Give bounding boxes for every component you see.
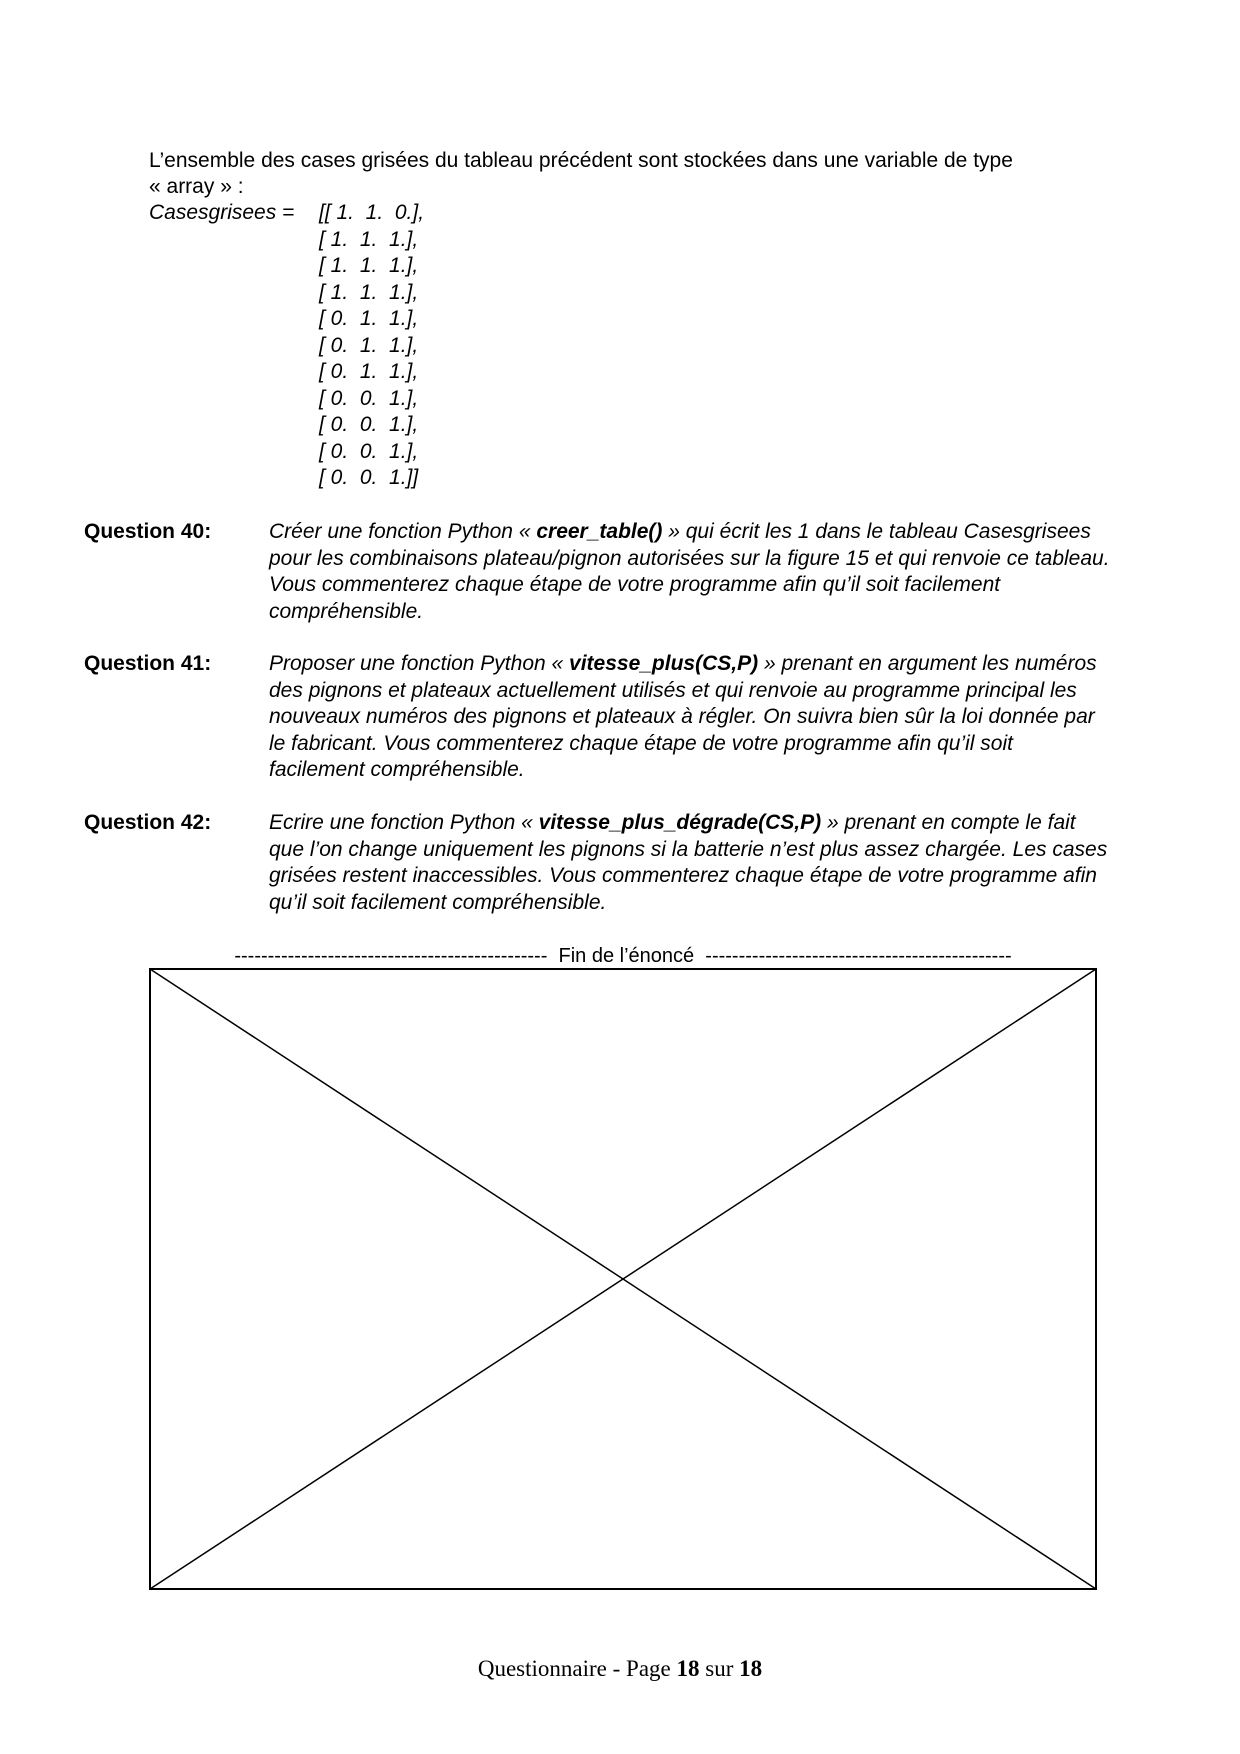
array-row: [ 0. 0. 1.], — [319, 386, 419, 410]
function-name: vitesse_plus(CS,P) — [569, 652, 759, 675]
question-40 — [84, 519, 1114, 625]
question-text: Créer une fonction Python « creer_table() » qui écrit les 1 dans le tableau Casesgrisees pour les combinaisons plateau/pignon autorisées sur la figure 15 et qui renvoie ce tableau. Vous commenterez chaque étape de votre programme afin qu’il soit facilement compréhensible. — [269, 520, 1110, 623]
array-row: [ 0. 0. 1.], — [319, 439, 419, 463]
array-variable-name: Casesgrisees = — [149, 201, 301, 224]
array-row: [ 0. 1. 1.], — [319, 307, 419, 330]
intro-line-1: L’ensemble des cases grisées du tableau précédent sont stockées dans une variable de type — [149, 149, 1013, 172]
question-41 — [84, 651, 1114, 784]
page-footer: Questionnaire - Page 18 sur 18 — [477, 1656, 763, 1681]
array-row: [ 0. 1. 1.], — [319, 333, 419, 357]
end-of-statement-label: Fin de l’énoncé — [558, 945, 695, 967]
function-name: vitesse_plus_dégrade(CS,P) — [538, 811, 822, 834]
crossed-out-blank-area — [149, 968, 1097, 1590]
intro-paragraph — [149, 148, 1109, 200]
function-name: creer_table() — [536, 520, 663, 543]
page-number: 18 — [676, 1656, 700, 1681]
intro-line-2: « array » : — [149, 175, 244, 198]
array-row: [ 0. 0. 1.], — [319, 413, 419, 436]
question-text: Proposer une fonction Python « vitesse_plus(CS,P) » prenant en argument les numéros des pignons et plateaux actuellement utilisés et qui renvoie au programme principal les nouveaux numéros des pignons et plateaux à régler. On suivra bien sûr la loi donnée par le fabricant. Vous commenterez chaque étape de votre programme afin qu’il soit facilement compréhensible. — [269, 652, 1097, 781]
end-of-statement-divider: ----------------------------------------------- Fin de l’énoncé ---------------------------------------------- — [234, 945, 1012, 967]
casesgrisees-array — [149, 200, 424, 492]
question-42 — [84, 810, 1114, 916]
array-row: Casesgrisees = [[ 1. 1. 0.], — [149, 200, 424, 227]
array-row: [ 1. 1. 1.], — [319, 227, 419, 251]
array-row: [ 0. 0. 1.]] — [319, 466, 419, 489]
array-row: [ 1. 1. 1.], — [319, 254, 419, 277]
question-label: Question 41: — [84, 652, 212, 675]
array-row: [ 0. 1. 1.], — [319, 360, 419, 383]
array-row: [ 1. 1. 1.], — [319, 280, 419, 304]
question-label: Question 40: — [84, 520, 212, 543]
question-label: Question 42: — [84, 811, 212, 834]
question-text: Ecrire une fonction Python « vitesse_plus_dégrade(CS,P) » prenant en compte le fait que l’on change uniquement les pignons si la batterie n’est plus assez chargée. Les cases grisées restent inaccessibles. Vous commenterez chaque étape de votre programme afin qu’il soit facilement compréhensible. — [269, 811, 1108, 914]
page-total: 18 — [739, 1656, 763, 1681]
